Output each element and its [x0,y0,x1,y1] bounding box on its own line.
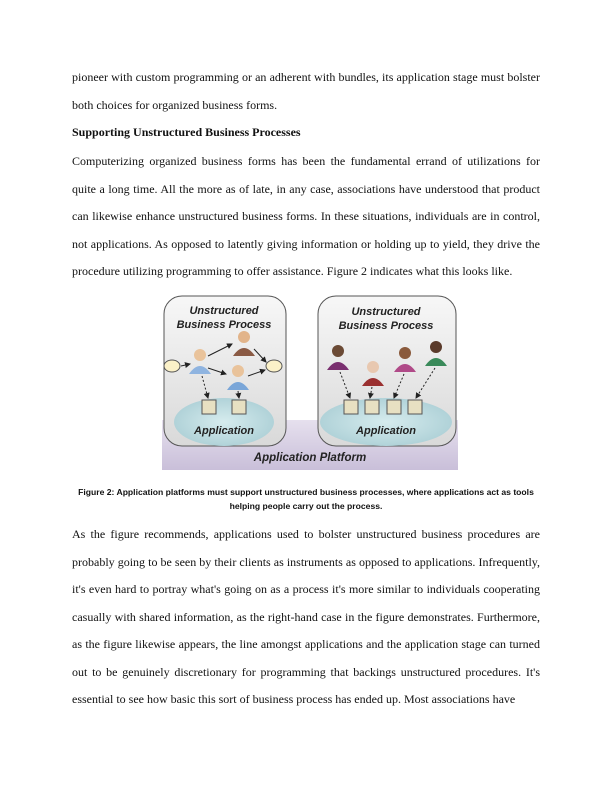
left-title-line1: Unstructured [189,305,259,317]
paragraph-body: Computerizing organized business forms has been the fundamental errand of utilizations for quite a long time. All the more as of late, in any case, associations have understood that product can likewise enhance unstructured business forms. In these situations, individuals are in control, not applications. As opposed to latently giving information or holding up to yield, they drive the procedure utilizing programming to offer assistance. Figure 2 indicates what this looks like. [72,154,540,278]
data-square [344,400,358,414]
right-title-line1: Unstructured [351,306,421,318]
right-application-ellipse [320,398,452,446]
data-square [387,400,401,414]
left-title-line2: Business Process [176,319,272,331]
paragraph-discussion: As the figure recommends, applications used to bolster unstructured business procedures are probably going to be seen by their clients as instruments as opposed to applications. Infrequently, it's even hard to portray what's going on as a process it's more similar to individuals cooperating casually with shared information, as the right-hand case in the figure demonstrates. Furthermore, as the figure likewise appears, the line amongst applications and the application stage can turned out to be genuinely discretionary for programming that backings unstructured procedures. It's essential to see how basic this sort of business process has ended up. Most associations have [72,527,540,706]
platform-label: Application Platform [253,452,367,464]
start-event-icon [164,360,180,372]
end-event-icon [266,360,282,372]
data-square [232,400,246,414]
right-application-label: Application [356,425,416,437]
data-square [365,400,379,414]
left-application-ellipse [174,398,274,446]
data-square [202,400,216,414]
figure-caption: Figure 2: Application platforms must support unstructured business processes, where applications act as tools helping people carry out the process. [78,487,534,511]
data-square [408,400,422,414]
paragraph-intro: pioneer with custom programming or an adherent with bundles, its application stage must bolster both choices for organized business forms. [72,70,540,112]
left-application-label: Application [194,425,254,437]
section-heading: Supporting Unstructured Business Processes [72,125,301,139]
figure-diagram [160,294,460,472]
right-title-line2: Business Process [338,320,434,332]
